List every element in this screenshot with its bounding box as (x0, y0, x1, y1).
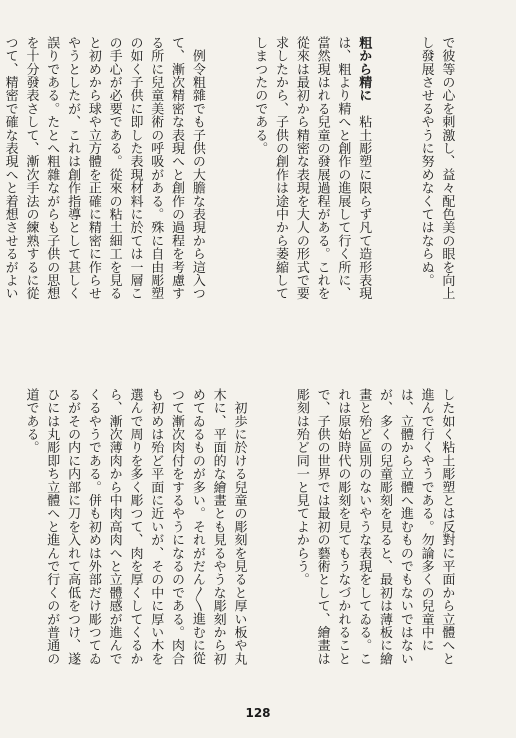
bottom-text-block (23, 388, 498, 678)
paragraph: 粗から精に 粘土彫塑に限らず凡て造形表現は、粗より精へと創作の進展して行く所に、當然現はれる兒童の發展過程がある。これを從來は最初から精密な表現を大人の形式で要求したから、子供の創作は途中から萎縮してしまつたのである。 (252, 36, 372, 300)
paragraph: 例令粗雜でも子供の大膽な表現から這入つて、漸次精密な表現へと創作の過程を考慮する所に兒童美術の呼吸がある。殊に自由彫塑の如く子供に即した表現材料に於ては一層この手心が必要である。從來の粘土細工を見ると初めから球や立方體を正確に精密に作らせやうとしたが、これは創作指導として甚しく誤りである。たとへ粗雜ながらも子供の思想を十分發表さして、漸次手法の練熟するに從つて、精密で確な表現へと着想させるがよい (2, 36, 205, 301)
page-number: 128 (245, 706, 271, 720)
paragraph: 初歩に於ける兒童の彫刻を見ると厚い板や丸木に、平面的な繪畫とも見るやうな彫刻から初めてゐるものが多い。それがだん〳〵進むに從つて漸次肉付をするやうになるのである。肉合も初めは殆ど平面に近いが、その中に厚い木を選んで周りを多く彫つて、肉を厚くしてくるから、漸次薄肉から中肉高肉へと立體感が進んでくるやうである。併も初めは外部だけ彫つてゐるがその内に内部に刀を入れて高低をつけ、遂ひには丸彫即ち立體へと進んで行くのが普通の道である。 (23, 388, 247, 666)
paragraph-heading: 粗から精に (356, 36, 372, 102)
top-text-block (2, 36, 498, 308)
paragraph: で彼等の心を刺激し、益々配色美の眼を向上し發展させるやうに努めなくてはならぬ。 (418, 36, 455, 300)
paragraph: した如く粘土彫塑とは反對に平面から立體へと進んで行くやうである。勿論多くの兒童中には、立體から立體へ進むものでもないではないが、多くの兒童彫刻を見ると、最初は薄板に繪畫と殆ど區別のないやうな表現をしてゐる。これは原始時代の彫刻を見てもうなづかれることで、子供の世界では最初の藝術として、繪畫は彫刻は殆ど同一と見てよからう。 (293, 388, 455, 666)
